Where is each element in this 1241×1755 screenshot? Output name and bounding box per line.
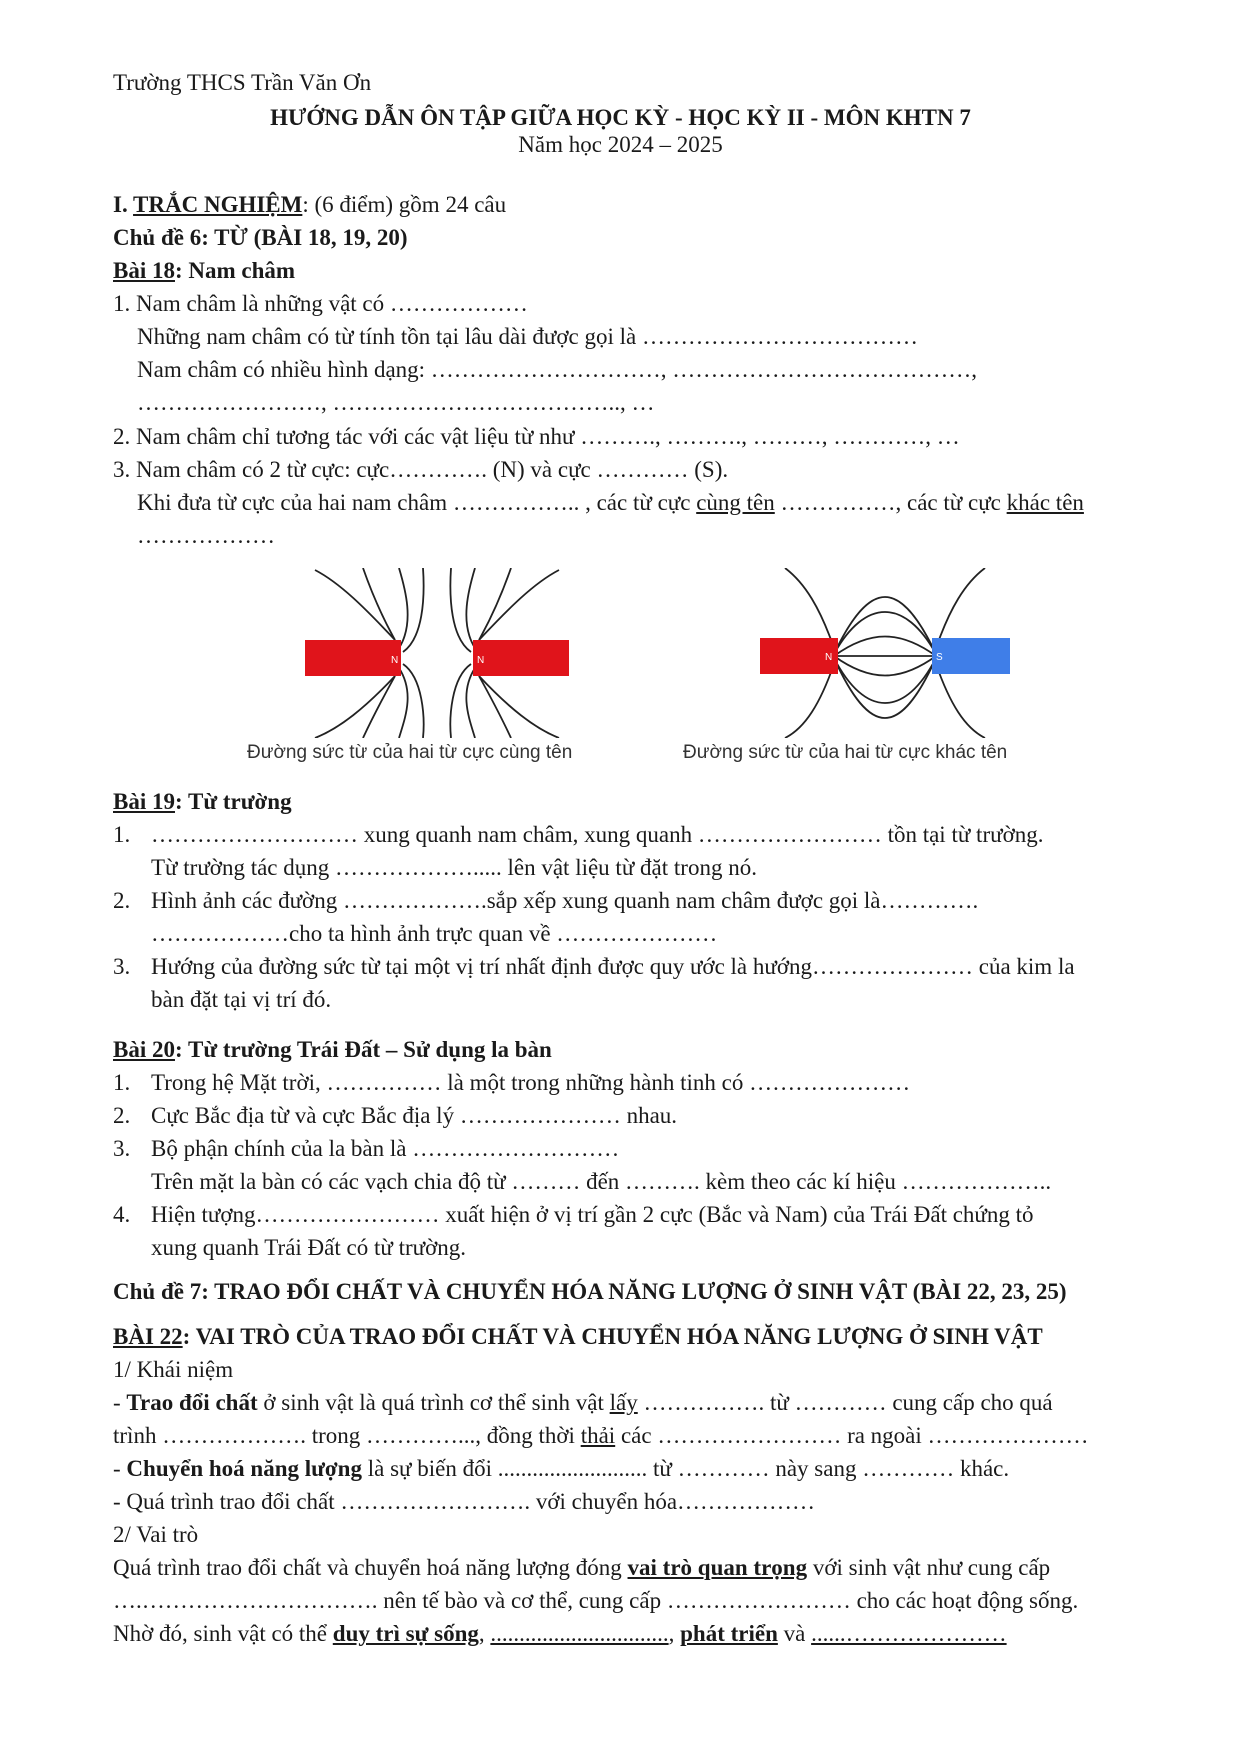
pole-label-n-right: N [477,655,485,666]
b22-title: : VAI TRÒ CỦA TRAO ĐỔI CHẤT VÀ CHUYỂN HÓA NĂNG LƯỢNG Ở SINH VẬT [182,1324,1043,1349]
b20-item-4b: xung quanh Trái Đất có từ trường. [151,1235,466,1260]
magnet-left-red [305,640,401,676]
b20-item-1 [113,1066,1173,1099]
b22-para-1 [113,1386,1173,1419]
b20-item-1-text: Trong hệ Mặt trời, …………… là một trong những hành tinh có ………………… [151,1070,911,1095]
b20-item-2 [113,1099,1173,1132]
caption-unlike-poles: Đường sức từ của hai từ cực khác tên [683,742,1008,763]
like-poles-field-diagram [295,568,575,738]
b22-para-2 [113,1419,1173,1452]
b20-item-2-text: Cực Bắc địa từ và cực Bắc địa lý ………………… nhau. [151,1103,678,1128]
b19-item-2-text: Hình ảnh các đường ……………….sắp xếp xung quanh nam châm được gọi là…………. [151,888,979,913]
b18-line-6: 3. Nam châm có 2 từ cực: cực…………. (N) và cực ………… (S). [113,457,729,482]
part-roman: I. [113,192,134,217]
b22-p3-dash: - [113,1456,127,1481]
b20-item-3b: Trên mặt la bàn có các vạch chia độ từ ……… đến ………. kèm theo các kí hiệu ……………….. [151,1169,1052,1194]
b20-item-3-text: Bộ phận chính của la bàn là ……………………… [151,1136,620,1161]
magnet-right-blue [932,638,1010,674]
b19-item-1b: Từ trường tác dụng ………………..... lên vật liệu từ đặt trong nó. [151,855,757,880]
b22-role-1 [113,1551,1173,1584]
caption-like-poles: Đường sức từ của hai từ cực cùng tên [247,742,573,763]
b19-item-1-num: 1. [113,822,131,847]
b20-item-2-num: 2. [113,1103,131,1128]
b22-para-4: - Quá trình trao đổi chất ……………………. với chuyển hóa……………… [113,1489,816,1514]
b18-line-7-a: Khi đưa từ cực của hai nam châm …………….. , các từ cực [137,490,697,515]
b20-item-3 [113,1132,1173,1165]
b19-item-2b: ………………cho ta hình ảnh trực quan về ………………… [151,921,718,946]
b18-line-2: Những nam châm có từ tính tồn tại lâu dài được gọi là ……………………………… [137,324,918,349]
b22-p1-dash: - [113,1390,127,1415]
b18-line-7-c: ……………, các từ cực [774,490,1007,515]
b22-term-energy: Chuyển hoá năng lượng [126,1456,362,1481]
b22-v3-blank-1: ............................... [490,1621,669,1646]
b18-line-5: 2. Nam châm chỉ tương tác với các vật liệu từ như ………., ………., ………, …………, … [113,424,960,449]
b22-v1-text: Quá trình trao đổi chất và chuyển hoá năng lượng đóng [113,1555,628,1580]
b19-item-3-text: Hướng của đường sức từ tại một vị trí nhất định được quy ước là hướng………………… của kim la [151,954,1075,979]
b22-v3-blank-2: ......………………… [811,1621,1007,1646]
b18-heading [113,254,1173,287]
b19-label: Bài 19 [113,789,175,814]
b18-line-4: ……………………, ……………………………….., … [137,390,655,415]
topic6-heading: Chủ đề 6: TỪ (BÀI 18, 19, 20) [113,225,408,250]
b22-v3-and: và [777,1621,812,1646]
b19-item-3 [113,950,1173,983]
b18-label: Bài 18 [113,258,175,283]
pole-label-n: N [825,652,833,663]
b18-opposite-poles: khác tên [1006,490,1084,515]
part-heading [113,188,1173,221]
b22-p2-end: các …………………… ra ngoài ………………… [615,1423,1089,1448]
unlike-poles-field-diagram [760,568,1020,738]
b22-word-excrete: thải [580,1423,616,1448]
b20-heading [113,1033,1173,1066]
b20-item-1-num: 1. [113,1070,131,1095]
b19-heading [113,785,1173,818]
b22-v3-comma-2: , [668,1621,681,1646]
b22-term-metabolism: Trao đổi chất [126,1390,258,1415]
b20-item-3-num: 3. [113,1136,131,1161]
b22-role-3 [113,1617,1173,1650]
school-name: Trường THCS Trần Văn Ơn [113,70,372,95]
b18-line-7 [137,486,1177,519]
pole-label-s: S [936,652,943,663]
b22-p1-end: ……………. từ ………… cung cấp cho quá [637,1390,1053,1415]
school-year: Năm học 2024 – 2025 [518,132,723,157]
b20-label: Bài 20 [113,1037,175,1062]
b19-item-3b: bàn đặt tại vị trí đó. [151,987,332,1012]
b19-item-1 [113,818,1173,851]
b19-item-3-num: 3. [113,954,131,979]
part-detail: : (6 điểm) gồm 24 câu [302,192,507,217]
b19-item-1-text: ……………………… xung quanh nam châm, xung quanh …………………… tồn tại từ trường. [151,822,1044,847]
pole-label-n-left: N [391,655,399,666]
document-title: HƯỚNG DẪN ÔN TẬP GIỮA HỌC KỲ - HỌC KỲ II - MÔN KHTN 7 [270,105,971,130]
b22-heading [113,1320,1173,1353]
b22-para-3 [113,1452,1173,1485]
b20-title: : Từ trường Trái Đất – Sử dụng la bàn [174,1037,552,1062]
b19-title: : Từ trường [174,789,292,814]
b18-same-poles: cùng tên [696,490,775,515]
b22-section-concept: 1/ Khái niệm [113,1357,234,1382]
b22-p1-text: ở sinh vật là quá trình cơ thể sinh vật [257,1390,610,1415]
b19-item-2 [113,884,1173,917]
b18-line-1: 1. Nam châm là những vật có ……………… [113,291,528,316]
part-name: TRẮC NGHIỆM [133,192,303,217]
b18-title: : Nam châm [174,258,296,283]
topic7-heading: Chủ đề 7: TRAO ĐỔI CHẤT VÀ CHUYỂN HÓA NĂNG LƯỢNG Ở SINH VẬT (BÀI 22, 23, 25) [113,1279,1067,1304]
b20-item-4-num: 4. [113,1202,131,1227]
b19-item-2-num: 2. [113,888,131,913]
b22-word-take: lấy [609,1390,638,1415]
b22-v1-end: với sinh vật như cung cấp [807,1555,1051,1580]
b18-line-3: Nam châm có nhiều hình dạng: …………………………, …………………………………, [137,357,978,382]
b22-develop: phát triển [680,1621,778,1646]
b22-maintain-life: duy trì sự sống [332,1621,479,1646]
b22-p3-text: là sự biến đổi .......................... từ ………… này sang ………… khác. [361,1456,1010,1481]
b18-line-8: ……………… [137,523,275,548]
b22-label: BÀI 22 [113,1324,183,1349]
magnet-right-red [473,640,569,676]
b22-v3-comma-1: , [478,1621,491,1646]
b22-p2-text: trình ………………. trong …………..., đồng thời [113,1423,581,1448]
b22-section-role: 2/ Vai trò [113,1522,199,1547]
b22-role-2: ….…………………………. nên tế bào và cơ thể, cung cấp …………………… cho các hoạt động sống. [113,1588,1079,1613]
b22-important-role: vai trò quan trọng [627,1555,808,1580]
b20-item-4 [113,1198,1173,1231]
b20-item-4-text: Hiện tượng…………………… xuất hiện ở vị trí gần 2 cực (Bắc và Nam) của Trái Đất chứng tỏ [151,1202,1034,1227]
b22-v3-text: Nhờ đó, sinh vật có thể [113,1621,333,1646]
